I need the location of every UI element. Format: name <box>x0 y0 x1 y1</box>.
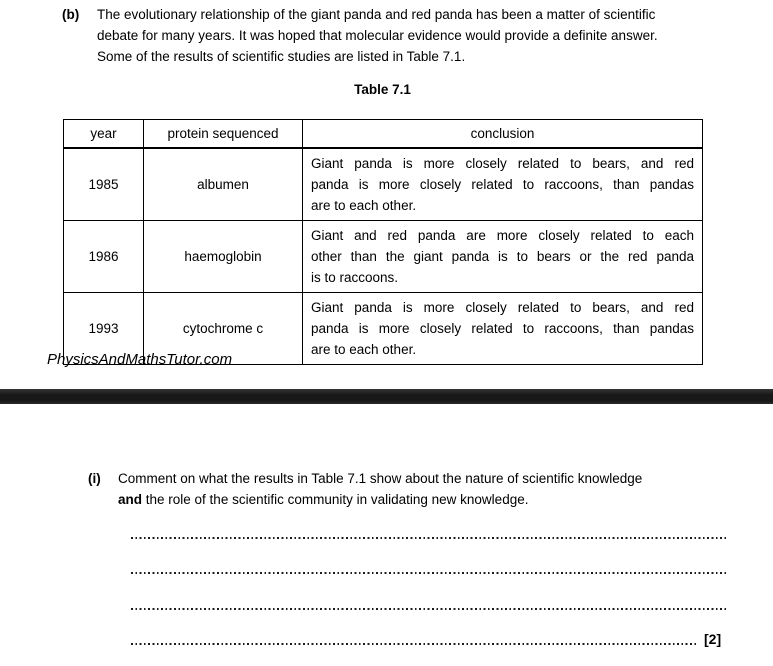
year-cell: 1985 <box>64 148 144 221</box>
conclusion-line: panda is more closely related to raccoons, than pandas <box>311 176 694 192</box>
table-row <box>64 148 703 221</box>
conclusion-cell <box>303 148 703 221</box>
question-b-line-1: The evolutionary relationship of the giant panda and red panda has been a matter of scientific <box>97 7 656 22</box>
question-i-line-1: Comment on what the results in Table 7.1 show about the nature of scientific knowledge <box>118 471 643 486</box>
question-b <box>62 4 732 67</box>
year-cell: 1993 <box>64 292 144 364</box>
question-i-label: (i) <box>88 471 101 486</box>
conclusion-line: Giant and red panda are more closely related to each <box>311 227 694 243</box>
answer-line <box>131 643 697 645</box>
protein-cell: albumen <box>144 148 303 221</box>
watermark-text: PhysicsAndMathsTutor.com <box>47 351 233 368</box>
protein-cell: haemoglobin <box>144 220 303 292</box>
conclusion-line: are to each other. <box>311 341 417 357</box>
question-b-label: (b) <box>62 7 80 22</box>
protein-cell: cytochrome c <box>144 292 303 364</box>
answer-line <box>131 608 727 610</box>
table-header-row <box>64 120 703 148</box>
column-header-protein: protein sequenced <box>144 120 303 148</box>
conclusion-cell <box>303 292 703 364</box>
conclusion-line: panda is more closely related to raccoons, than pandas <box>311 320 694 336</box>
results-table <box>63 119 703 365</box>
question-b-text <box>97 4 732 67</box>
table-title: Table 7.1 <box>354 82 411 97</box>
year-cell: 1986 <box>64 220 144 292</box>
question-i-text <box>118 468 736 510</box>
conclusion-line: Giant panda is more closely related to bears, and red <box>311 155 694 171</box>
question-i-bold-word: and <box>118 492 143 507</box>
question-b-line-3: Some of the results of scientific studies are listed in Table 7.1. <box>97 49 466 64</box>
question-b-line-2: debate for many years. It was hoped that molecular evidence would provide a definite answer. <box>97 28 658 43</box>
section-divider-bar <box>0 389 773 404</box>
question-i <box>88 468 736 510</box>
column-header-year: year <box>64 120 144 148</box>
marks-label: [2] <box>704 631 722 647</box>
conclusion-line: is to raccoons. <box>311 269 399 285</box>
question-i-line-2 <box>118 489 736 510</box>
column-header-conclusion: conclusion <box>303 120 703 148</box>
conclusion-line: other than the giant panda is to bears or the red panda <box>311 248 694 264</box>
conclusion-line: Giant panda is more closely related to bears, and red <box>311 299 694 315</box>
table-row <box>64 220 703 292</box>
answer-line <box>131 572 727 574</box>
question-i-line-2-rest: the role of the scientific community in validating new knowledge. <box>142 492 529 507</box>
conclusion-line: are to each other. <box>311 197 417 213</box>
answer-line <box>131 537 727 539</box>
conclusion-cell <box>303 220 703 292</box>
